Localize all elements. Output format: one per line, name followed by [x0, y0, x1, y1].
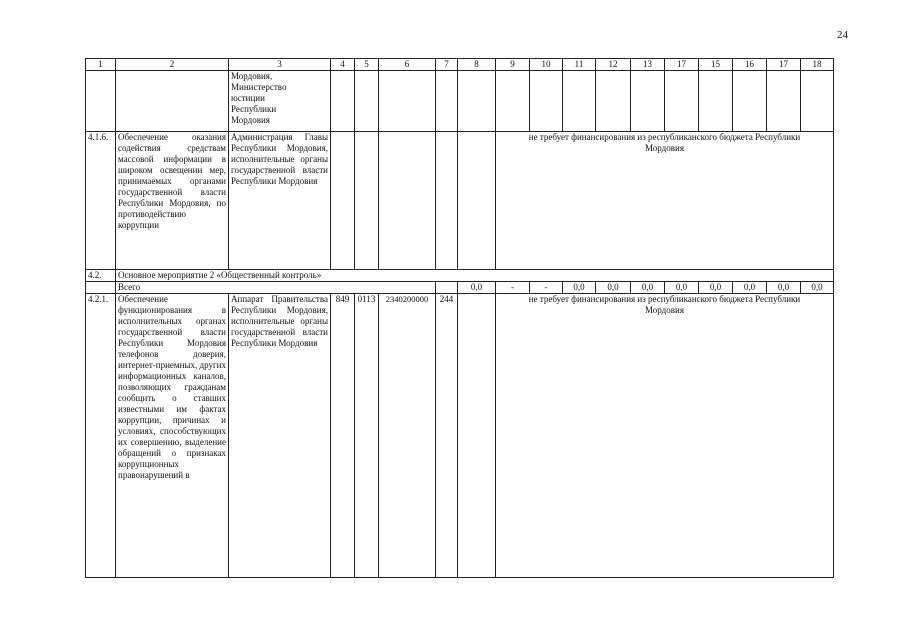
col-header: 12	[596, 59, 631, 71]
page-number: 24	[837, 29, 848, 41]
table-row-total	[86, 282, 834, 294]
code-cell: 0113	[355, 294, 379, 578]
col-header: 3	[229, 59, 331, 71]
table-cell	[767, 71, 801, 132]
financing-note: не требует финансирования из республиканского бюджета Республики Мордовия	[496, 294, 834, 578]
col-header: 17	[767, 59, 801, 71]
col-header: 13	[631, 59, 665, 71]
section-title: Основное мероприятие 2 «Общественный контроль»	[116, 270, 834, 282]
executor-cell: Мордовия, Министерство юстиции Республики Мордовия	[229, 71, 331, 132]
col-header: 2	[116, 59, 229, 71]
table-cell	[331, 132, 355, 270]
table-cell	[355, 71, 379, 132]
table-cell	[116, 71, 229, 132]
col-header: 9	[496, 59, 530, 71]
total-value: -	[530, 282, 563, 294]
total-label: Всего	[116, 282, 436, 294]
col-header: 6	[379, 59, 436, 71]
table-cell	[458, 71, 496, 132]
program-table	[85, 58, 834, 578]
table-cell	[733, 71, 767, 132]
table-cell	[355, 132, 379, 270]
measure-name: Обеспечение функционирования в исполнительных органах государственной власти Республики Мордовия телефонов доверия, интернет-приемных, других информационных каналов, позволяющих гражданам сообщить о ставших известными им фактах коррупции, причинах и условиях, способствующих их совершению, выделение обращений о признаках коррупционных правонарушений в	[116, 294, 229, 578]
table-cell	[801, 71, 834, 132]
table-cell	[379, 71, 436, 132]
table-cell	[436, 132, 458, 270]
col-header: 4	[331, 59, 355, 71]
code-cell: 244	[436, 294, 458, 578]
total-value: 0,0	[733, 282, 767, 294]
total-value: 0,0	[699, 282, 733, 294]
col-header: 1	[86, 59, 116, 71]
total-value: 0,0	[596, 282, 631, 294]
row-number: 4.2.	[86, 270, 116, 282]
table-row-4-2-1	[86, 294, 834, 578]
col-header: 16	[733, 59, 767, 71]
total-value: 0,0	[631, 282, 665, 294]
table-row-continuation	[86, 71, 834, 132]
col-header: 8	[458, 59, 496, 71]
table-cell	[665, 71, 699, 132]
col-header: 18	[801, 59, 834, 71]
table-cell	[631, 71, 665, 132]
col-header: 10	[530, 59, 563, 71]
col-header: 15	[699, 59, 733, 71]
table-cell	[458, 132, 496, 270]
table-cell	[496, 71, 530, 132]
row-number: 4.1.6.	[86, 132, 116, 270]
total-value: 0,0	[665, 282, 699, 294]
financing-note: не требует финансирования из республиканского бюджета Республики Мордовия	[496, 132, 834, 270]
table-cell	[86, 282, 116, 294]
table-cell	[436, 71, 458, 132]
col-header: 5	[355, 59, 379, 71]
table-row-4-1-6	[86, 132, 834, 270]
total-value: 0,0	[563, 282, 596, 294]
code-cell: 2340200000	[379, 294, 436, 578]
executor-cell: Аппарат Правительства Республики Мордовия, исполнительные органы государственной власти Республики Мордовия	[229, 294, 331, 578]
total-value: 0,0	[458, 282, 496, 294]
col-header: 7	[436, 59, 458, 71]
table-cell	[699, 71, 733, 132]
table-cell	[530, 71, 563, 132]
total-value: 0,0	[767, 282, 801, 294]
table-cell	[331, 71, 355, 132]
table-cell	[563, 71, 596, 132]
executor-cell: Администрация Главы Республики Мордовия, исполнительные органы государственной власти Республики Мордовия	[229, 132, 331, 270]
header-row	[86, 59, 834, 71]
row-number: 4.2.1.	[86, 294, 116, 578]
table-cell	[436, 282, 458, 294]
table-cell	[596, 71, 631, 132]
table-cell	[379, 132, 436, 270]
measure-name: Обеспечение оказания содействия средствам массовой информации в широком освещении мер, принимаемых органами государственной власти Республики Мордовия, по противодействию коррупции	[116, 132, 229, 270]
table-cell	[458, 294, 496, 578]
total-value: -	[496, 282, 530, 294]
code-cell: 849	[331, 294, 355, 578]
col-header: 11	[563, 59, 596, 71]
table-cell	[86, 71, 116, 132]
col-header: 17	[665, 59, 699, 71]
table-row-4-2	[86, 270, 834, 282]
total-value: 0,0	[801, 282, 834, 294]
